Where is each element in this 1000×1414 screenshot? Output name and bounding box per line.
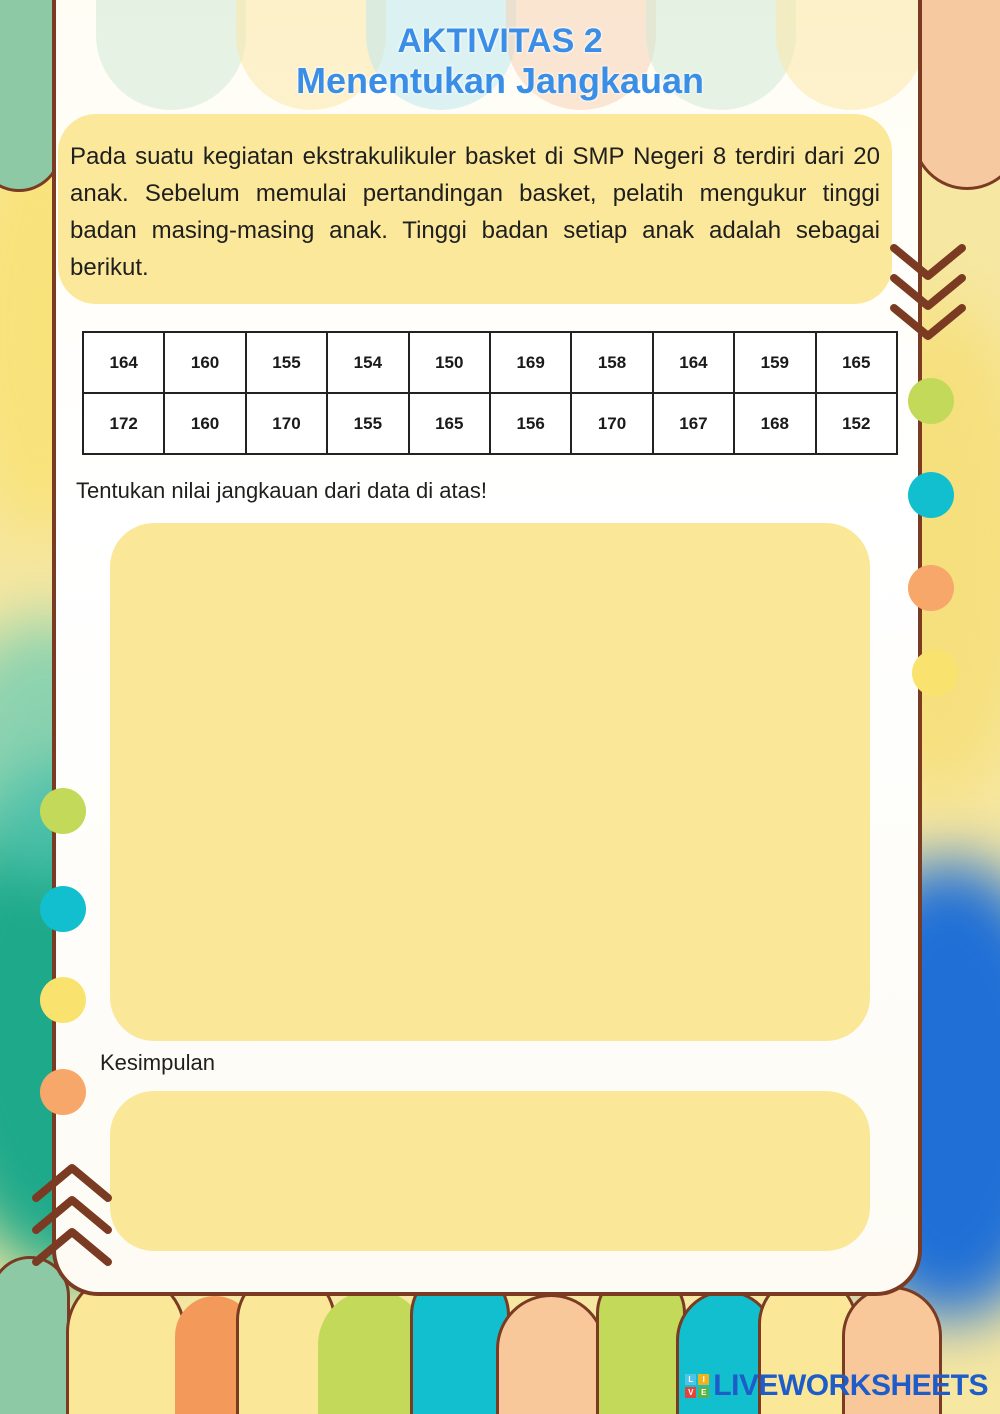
decor-dot-orange-left [40, 1069, 86, 1115]
table-cell: 172 [83, 393, 164, 454]
decor-dot-yellow [912, 650, 958, 696]
decor-dot-green-left [40, 788, 86, 834]
table-cell: 156 [490, 393, 571, 454]
table-cell: 155 [246, 332, 327, 393]
table-row [83, 332, 897, 393]
table-cell: 160 [164, 393, 245, 454]
table-cell: 158 [571, 332, 652, 393]
activity-number: AKTIVITAS 2 [397, 22, 603, 60]
conclusion-box[interactable] [110, 1091, 870, 1251]
table-cell: 167 [653, 393, 734, 454]
table-cell: 169 [490, 332, 571, 393]
table-cell: 170 [571, 393, 652, 454]
table-cell: 164 [83, 332, 164, 393]
bg-bottom-pill-7 [496, 1294, 606, 1414]
decor-dot-teal-left [40, 886, 86, 932]
liveworksheets-logo [685, 1366, 988, 1406]
table-cell: 165 [816, 332, 897, 393]
chevron-up-icon [30, 1160, 114, 1276]
table-cell: 170 [246, 393, 327, 454]
table-cell: 164 [653, 332, 734, 393]
table-cell: 155 [327, 393, 408, 454]
table-cell: 160 [164, 332, 245, 393]
table-cell: 152 [816, 393, 897, 454]
table-cell: 165 [409, 393, 490, 454]
decor-dot-green [908, 378, 954, 424]
chevron-down-icon [888, 240, 968, 350]
decor-dot-teal [908, 472, 954, 518]
heights-table [82, 331, 898, 455]
table-cell: 159 [734, 332, 815, 393]
liveworksheets-text: LIVEWORKSHEETS [713, 1369, 988, 1402]
question-text: Tentukan nilai jangkauan dari data di atas! [76, 478, 487, 503]
bg-bottom-pill-1 [0, 1256, 70, 1414]
table-cell: 150 [409, 332, 490, 393]
table-cell: 168 [734, 393, 815, 454]
intro-text: Pada suatu kegiatan ekstrakulikuler basket di SMP Negeri 8 terdiri dari 20 anak. Sebelum memulai pertandingan basket, pelatih mengukur tinggi badan masing-masing anak. Tinggi badan setiap anak adalah sebagai berikut. [70, 143, 880, 281]
liveworksheets-icon: L I V E [685, 1374, 709, 1398]
table-row [83, 393, 897, 454]
table-cell: 154 [327, 332, 408, 393]
conclusion-label: Kesimpulan [100, 1050, 215, 1075]
decor-dot-yellow-left [40, 977, 86, 1023]
page-title: Menentukan Jangkauan [295, 60, 705, 101]
intro-box [58, 114, 892, 304]
decor-dot-orange [908, 565, 954, 611]
answer-box[interactable] [110, 523, 870, 1041]
